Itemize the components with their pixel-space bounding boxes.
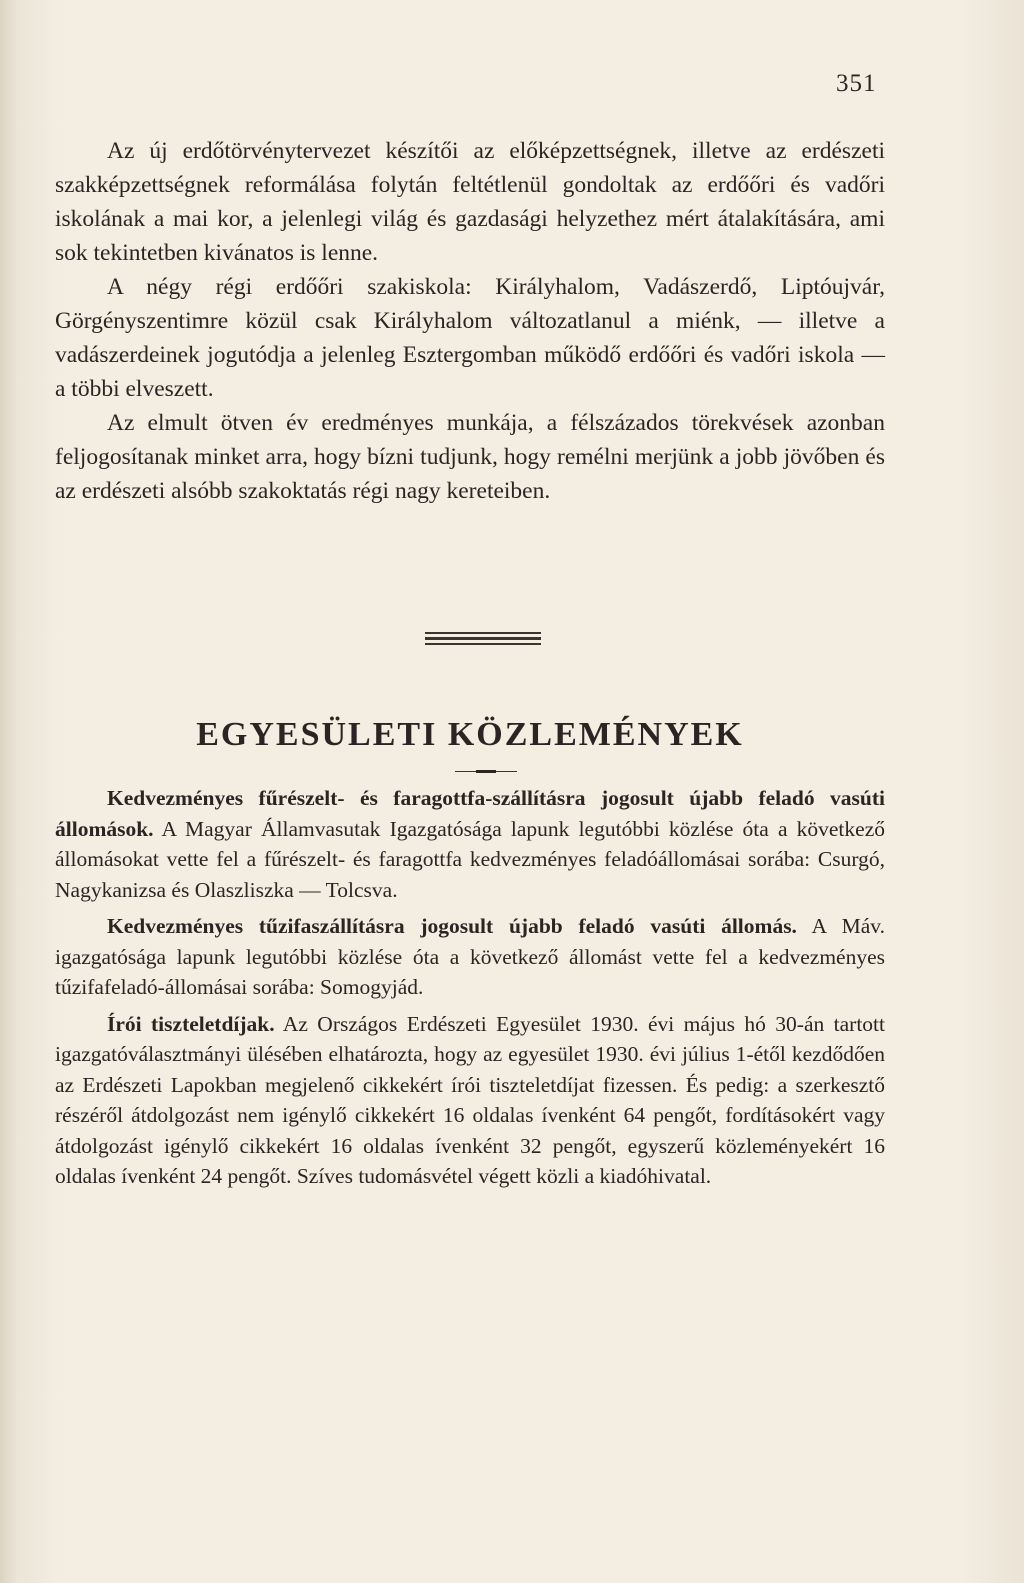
news-item — [55, 783, 885, 905]
news-item — [55, 1009, 885, 1192]
news-item-title: Írói tiszteletdíjak. — [107, 1011, 275, 1036]
heading-ornament — [455, 770, 517, 774]
news-item-body: Az Országos Erdészeti Egyesület 1930. évi május hó 30-án tartott igazgatóválasztmányi ülésében elhatározta, hogy az egyesület 1930. évi július 1-étől kezdődően az Erdészeti Lapokban megjelenő cikkekért írói tiszteletdíjat fizessen. És pedig: a szerkesztő részéről átdolgozást nem igénylő cikkekért 16 oldalas ívenként 64 pengőt, fordításokért vagy átdolgozást igénylő cikkekért 16 oldalas ívenként 32 pengőt, egyszerű közleményekért 16 oldalas ívenként 24 pengőt. Szíves tudomásvétel végett közli a kiadóhivatal. — [55, 1011, 885, 1188]
news-item-body: A Máv. igazgatósága lapunk legutóbbi közlése óta a következő állomást vette fel a kedvezményes tűzifafeladó-állomásai sorába: Somogyjád. — [55, 914, 885, 999]
news-item-title: Kedvezményes tűzifaszállításra jogosult újabb feladó vasúti állomás. — [107, 914, 797, 938]
news-list — [55, 783, 885, 1198]
news-item-body: A Magyar Államvasutak Igazgatósága lapunk legutóbbi közlése óta a következő állomásokat vette fel a fűrészelt- és faragottfa kedvezményes feladóállomásai sorába: Csurgó, Nagykanizsa és Olaszliszka — Tolcsva. — [55, 816, 885, 902]
news-item — [55, 911, 885, 1003]
section-divider — [425, 632, 541, 648]
news-item-title: Kedvezményes fűrészelt- és faragottfa-szállításra jogosult újabb feladó vasúti állomások. — [55, 786, 885, 841]
page-number: 351 — [836, 70, 877, 97]
paragraph: A négy régi erdőőri szakiskola: Királyhalom, Vadászerdő, Liptóujvár, Görgényszentimre közül csak Királyhalom változatlanul a miénk, — illetve a vadászerdeinek jogutódja a jelenleg Esztergomban működő erdőőri és vadőri iskola — a többi elveszett. — [55, 274, 885, 402]
paragraph: Az elmult ötven év eredményes munkája, a félszázados törekvések azonban feljogosítanak minket arra, hogy bízni tudjunk, hogy remélni merjünk a jobb jövőben és az erdészeti alsóbb szakoktatás régi nagy kereteiben. — [55, 410, 885, 504]
intro-text — [55, 134, 885, 508]
section-heading: EGYESÜLETI KÖZLEMÉNYEK — [196, 716, 744, 753]
paragraph: Az új erdőtörvénytervezet készítői az előképzettségnek, illetve az erdészeti szakképzettségnek reformálása folytán feltétlenül gondoltak az erdőőri és vadőri iskolának a mai kor, a jelenlegi világ és gazdasági helyzethez mért átalakítására, ami sok tekintetben kivánatos is lenne. — [55, 138, 885, 266]
